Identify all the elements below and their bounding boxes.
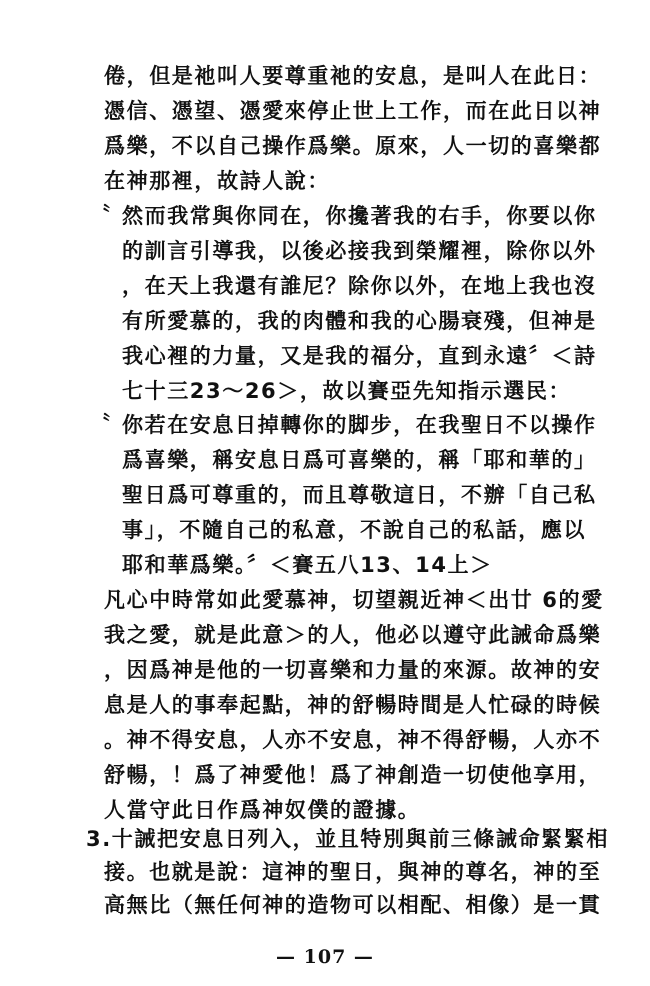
page-number: — 107 — xyxy=(276,946,374,968)
text-line: 高無比（無任何神的造物可以相配、相像）是一貫 xyxy=(104,893,602,917)
quote-mark: 〝 xyxy=(92,413,110,434)
text-line: 息是人的事奉起點，神的舒暢時間是人忙碌的時候 xyxy=(104,693,602,717)
quote-mark: 〝 xyxy=(92,204,110,225)
text-line: 人當守此日作爲神奴僕的證據。 xyxy=(104,798,421,822)
text-line: 七十三23～26＞，故以賽亞先知指示選民： xyxy=(122,379,572,403)
text-line: 你若在安息日掉轉你的脚步，在我聖日不以操作 xyxy=(122,413,597,437)
text-line: 倦，但是祂叫人要尊重祂的安息，是叫人在此日： xyxy=(104,64,602,88)
text-line: 3.十誡把安息日列入，並且特別與前三條誡命緊緊相 xyxy=(86,827,609,851)
text-line: 舒暢，！爲了神愛他！爲了神創造一切使他享用， xyxy=(104,763,602,787)
text-line: 我之愛，就是此意＞的人，他必以遵守此誡命爲樂 xyxy=(104,623,602,647)
text-line: 有所愛慕的，我的肉體和我的心腸衰殘，但神是 xyxy=(122,309,597,333)
text-line: 爲樂，不以自己操作爲樂。原來，人一切的喜樂都 xyxy=(104,134,602,158)
text-line: 爲喜樂，稱安息日爲可喜樂的，稱「耶和華的」 xyxy=(122,448,597,472)
text-line: 在神那裡，故詩人說： xyxy=(104,169,330,193)
text-line: 事」，不隨自己的私意，不說自己的私話，應以 xyxy=(122,518,587,542)
text-line: 聖日爲可尊重的，而且尊敬這日，不辦「自己私 xyxy=(122,483,597,507)
text-line: ，因爲神是他的一切喜樂和力量的來源。故神的安 xyxy=(104,658,602,682)
text-line: 接。也就是說：這神的聖日，與神的尊名，神的至 xyxy=(104,860,602,884)
text-line: 的訓言引導我，以後必接我到榮耀裡，除你以外 xyxy=(122,239,597,263)
text-line: 然而我常與你同在，你攙著我的右手，你要以你 xyxy=(122,204,597,228)
text-line: 憑信、憑望、憑愛來停止世上工作，而在此日以神 xyxy=(104,99,602,123)
text-line: 耶和華爲樂。〞＜賽五八13、14上＞ xyxy=(122,553,493,577)
text-line: ，在天上我還有誰尼？除你以外，在地上我也沒 xyxy=(122,274,597,298)
text-line: 凡心中時常如此愛慕神，切望親近神＜出廿 6的愛 xyxy=(104,588,604,612)
text-line: 我心裡的力量，又是我的福分，直到永遠〞＜詩 xyxy=(122,344,597,368)
text-line: 。神不得安息，人亦不安息，神不得舒暢，人亦不 xyxy=(104,728,602,752)
